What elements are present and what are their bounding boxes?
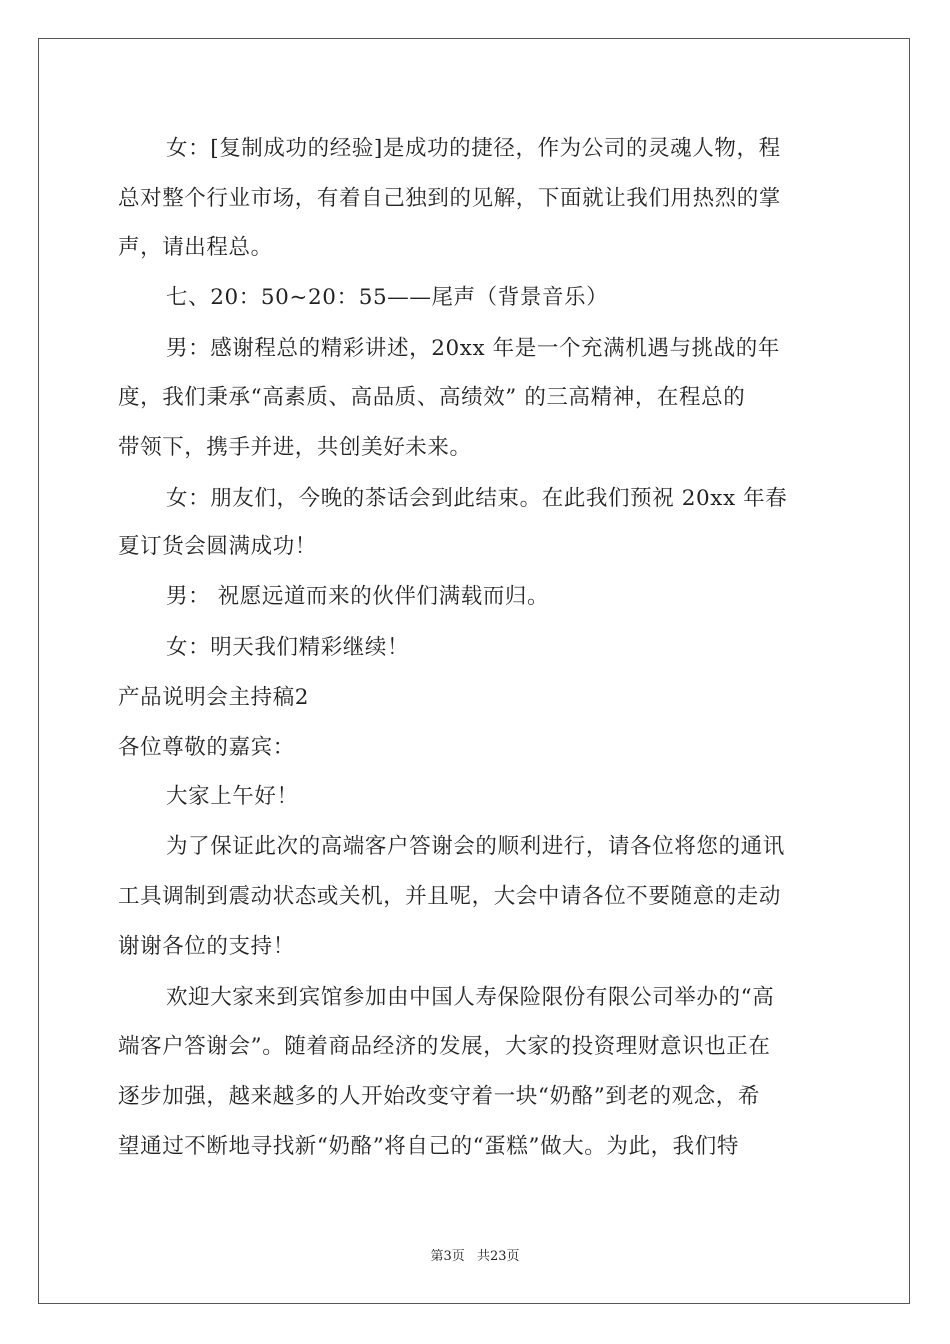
text-line: 总对整个行业市场，有着自己独到的见解，下面就让我们用热烈的掌: [118, 186, 782, 211]
text-line: 夏订货会圆满成功！: [118, 534, 317, 559]
page-footer: [0, 1245, 950, 1264]
text-line: 男：感谢程总的精彩讲述，20xx 年是一个充满机遇与挑战的年: [166, 336, 780, 361]
text-line: 女：明天我们精彩继续！: [166, 635, 410, 660]
text-line: 男： 祝愿远道而来的伙伴们满载而归。: [166, 584, 550, 609]
text-line: 女：[复制成功的经验]是成功的捷径，作为公司的灵魂人物，程: [166, 136, 781, 161]
text-line: 逐步加强，越来越多的人开始改变守着一块“奶酪”到老的观念，希: [118, 1084, 760, 1109]
text-line: 望通过不断地寻找新“奶酪”将自己的“蛋糕”做大。为此，我们特: [118, 1134, 739, 1159]
text-line: 声，请出程总。: [118, 235, 273, 260]
page-border: [38, 38, 910, 1304]
page-number: 第3页: [430, 1249, 465, 1264]
text-line: 各位尊敬的嘉宾：: [118, 735, 295, 760]
text-line: 大家上午好！: [166, 784, 299, 809]
text-line: 度，我们秉承“高素质、高品质、高绩效” 的三高精神，在程总的: [118, 385, 746, 410]
text-line: 产品说明会主持稿2: [118, 685, 310, 710]
text-line: 带领下，携手并进，共创美好未来。: [118, 435, 472, 460]
text-line: 欢迎大家来到宾馆参加由中国人寿保险限份有限公司举办的“高: [166, 985, 775, 1010]
page-total: 共23页: [476, 1249, 520, 1264]
text-line: 端客户答谢会”。随着商品经济的发展，大家的投资理财意识也正在: [118, 1034, 771, 1059]
text-line: 七、20：50~20：55——尾声（背景音乐）: [166, 285, 609, 310]
text-line: 为了保证此次的高端客户答谢会的顺利进行，请各位将您的通讯: [166, 834, 785, 859]
text-line: 工具调制到震动状态或关机，并且呢，大会中请各位不要随意的走动: [118, 884, 782, 909]
text-line: 女：朋友们，今晚的茶话会到此结束。在此我们预祝 20xx 年春: [166, 486, 788, 511]
text-line: 谢谢各位的支持！: [118, 934, 295, 959]
